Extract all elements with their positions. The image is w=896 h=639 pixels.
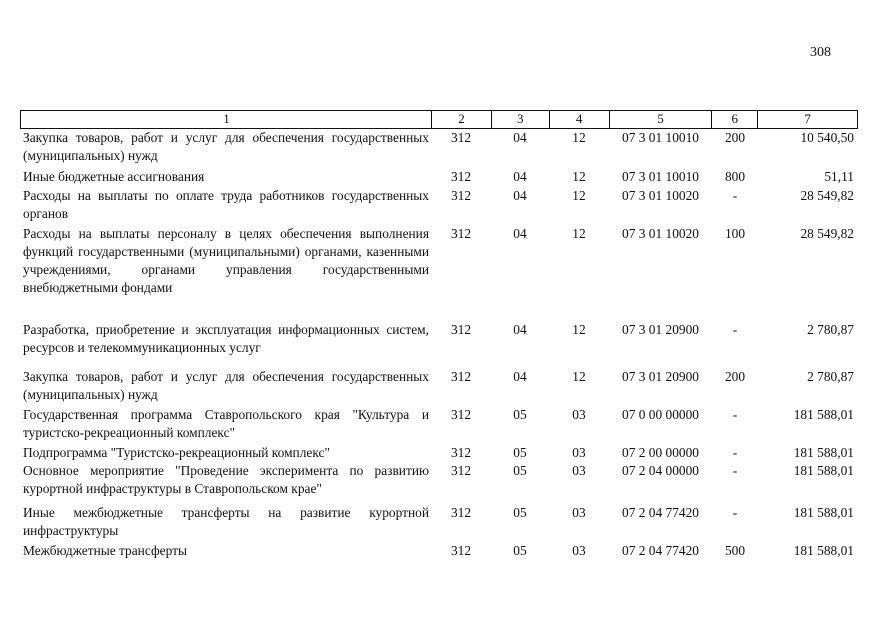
row-col-3: 04: [513, 322, 527, 337]
row-col-5: 07 0 00 00000: [622, 407, 699, 422]
row-col-7: 10 540,50: [800, 130, 854, 145]
row-col-5: 07 3 01 10010: [622, 130, 699, 145]
row-name: Подпрограмма "Туристско-рекреационный комплекс": [23, 445, 330, 460]
row-col-2: 312: [450, 463, 472, 478]
table-row: [20, 406, 858, 444]
header-col-3: 3: [491, 111, 549, 128]
row-col-2: 312: [450, 188, 472, 203]
table-header: [20, 110, 858, 129]
row-col-6: 100: [724, 226, 746, 241]
row-col-7: 181 588,01: [793, 543, 854, 558]
row-col-4: 12: [572, 369, 586, 384]
row-name: Расходы на выплаты по оплате труда работников государственных органов: [23, 188, 429, 221]
header-col-5: 5: [609, 111, 712, 128]
row-col-5: 07 3 01 20900: [622, 369, 699, 384]
page-number: 308: [810, 45, 831, 60]
row-col-3: 05: [513, 505, 527, 520]
budget-table: [20, 110, 858, 562]
row-col-2: 312: [450, 369, 472, 384]
row-col-7: 51,11: [824, 169, 854, 184]
row-col-7: 28 549,82: [800, 226, 854, 241]
row-col-4: 12: [572, 226, 586, 241]
table-row: [20, 504, 858, 542]
row-col-2: 312: [450, 322, 472, 337]
row-col-5: 07 2 04 77420: [622, 543, 699, 558]
row-name: Закупка товаров, работ и услуг для обеспечения государственных (муниципальных) нужд: [23, 369, 429, 402]
row-name: Закупка товаров, работ и услуг для обеспечения государственных (муниципальных) нужд: [23, 130, 429, 163]
row-col-4: 03: [572, 543, 586, 558]
row-col-3: 05: [513, 407, 527, 422]
row-col-5: 07 3 01 10010: [622, 169, 699, 184]
row-name: Иные бюджетные ассигнования: [23, 169, 205, 184]
table-row: [20, 168, 858, 187]
table-row: [20, 187, 858, 225]
header-col-6: 6: [711, 111, 757, 128]
row-col-5: 07 3 01 10020: [622, 226, 699, 241]
row-col-6: 200: [724, 130, 746, 145]
row-col-4: 03: [572, 445, 586, 460]
row-col-4: 12: [572, 188, 586, 203]
row-col-7: 181 588,01: [793, 505, 854, 520]
row-name: Разработка, приобретение и эксплуатация информационных систем, ресурсов и телекоммуникационных услуг: [23, 322, 429, 355]
row-col-7: 2 780,87: [807, 369, 854, 384]
row-col-6: -: [732, 407, 738, 422]
header-col-1: 1: [223, 111, 230, 126]
row-col-6: 500: [724, 543, 746, 558]
row-col-3: 05: [513, 463, 527, 478]
row-col-5: 07 2 04 00000: [622, 463, 699, 478]
row-col-2: 312: [450, 169, 472, 184]
row-name: Расходы на выплаты персоналу в целях обеспечения выполнения функций государственными (муниципальными) органами, казенными учреждениями, органами управления государственными внебюджетными фондами: [23, 226, 429, 295]
row-col-3: 04: [513, 169, 527, 184]
row-col-2: 312: [450, 407, 472, 422]
row-col-5: 07 2 04 77420: [622, 505, 699, 520]
row-col-4: 12: [572, 322, 586, 337]
table-row: [20, 444, 858, 462]
row-col-2: 312: [450, 130, 472, 145]
row-col-5: 07 3 01 20900: [622, 322, 699, 337]
row-col-2: 312: [450, 445, 472, 460]
row-col-4: 12: [572, 130, 586, 145]
row-name: Основное мероприятие "Проведение эксперимента по развитию курортной инфраструктуры в Ставропольском крае": [23, 463, 429, 496]
row-col-3: 04: [513, 130, 527, 145]
header-col-7: 7: [757, 111, 857, 128]
table-row: [20, 129, 858, 168]
row-col-2: 312: [450, 505, 472, 520]
row-col-6: -: [732, 322, 738, 337]
row-col-7: 28 549,82: [800, 188, 854, 203]
row-col-3: 04: [513, 226, 527, 241]
row-name: Государственная программа Ставропольского края "Культура и туристско-рекреационный комплекс": [23, 407, 429, 440]
row-col-7: 181 588,01: [793, 407, 854, 422]
table-row: [20, 368, 858, 406]
row-col-6: -: [732, 505, 738, 520]
table-row: [20, 542, 858, 562]
row-col-6: -: [732, 188, 738, 203]
header-col-2: 2: [431, 111, 491, 128]
row-col-7: 181 588,01: [793, 445, 854, 460]
row-col-4: 03: [572, 463, 586, 478]
row-name: Межбюджетные трансферты: [23, 543, 187, 558]
row-col-7: 181 588,01: [793, 463, 854, 478]
row-col-6: -: [732, 463, 738, 478]
row-col-6: 800: [724, 169, 746, 184]
row-col-4: 03: [572, 505, 586, 520]
row-col-3: 04: [513, 369, 527, 384]
row-col-2: 312: [450, 226, 472, 241]
row-col-7: 2 780,87: [807, 322, 854, 337]
table-row: [20, 225, 858, 321]
row-col-5: 07 2 00 00000: [622, 445, 699, 460]
table-row: [20, 321, 858, 368]
row-col-4: 12: [572, 169, 586, 184]
header-col-4: 4: [549, 111, 609, 128]
row-col-2: 312: [450, 543, 472, 558]
row-name: Иные межбюджетные трансферты на развитие курортной инфраструктуры: [23, 505, 429, 538]
row-col-6: -: [732, 445, 738, 460]
table-row: [20, 462, 858, 504]
row-col-3: 04: [513, 188, 527, 203]
row-col-5: 07 3 01 10020: [622, 188, 699, 203]
row-col-3: 05: [513, 543, 527, 558]
row-col-4: 03: [572, 407, 586, 422]
row-col-3: 05: [513, 445, 527, 460]
row-col-6: 200: [724, 369, 746, 384]
